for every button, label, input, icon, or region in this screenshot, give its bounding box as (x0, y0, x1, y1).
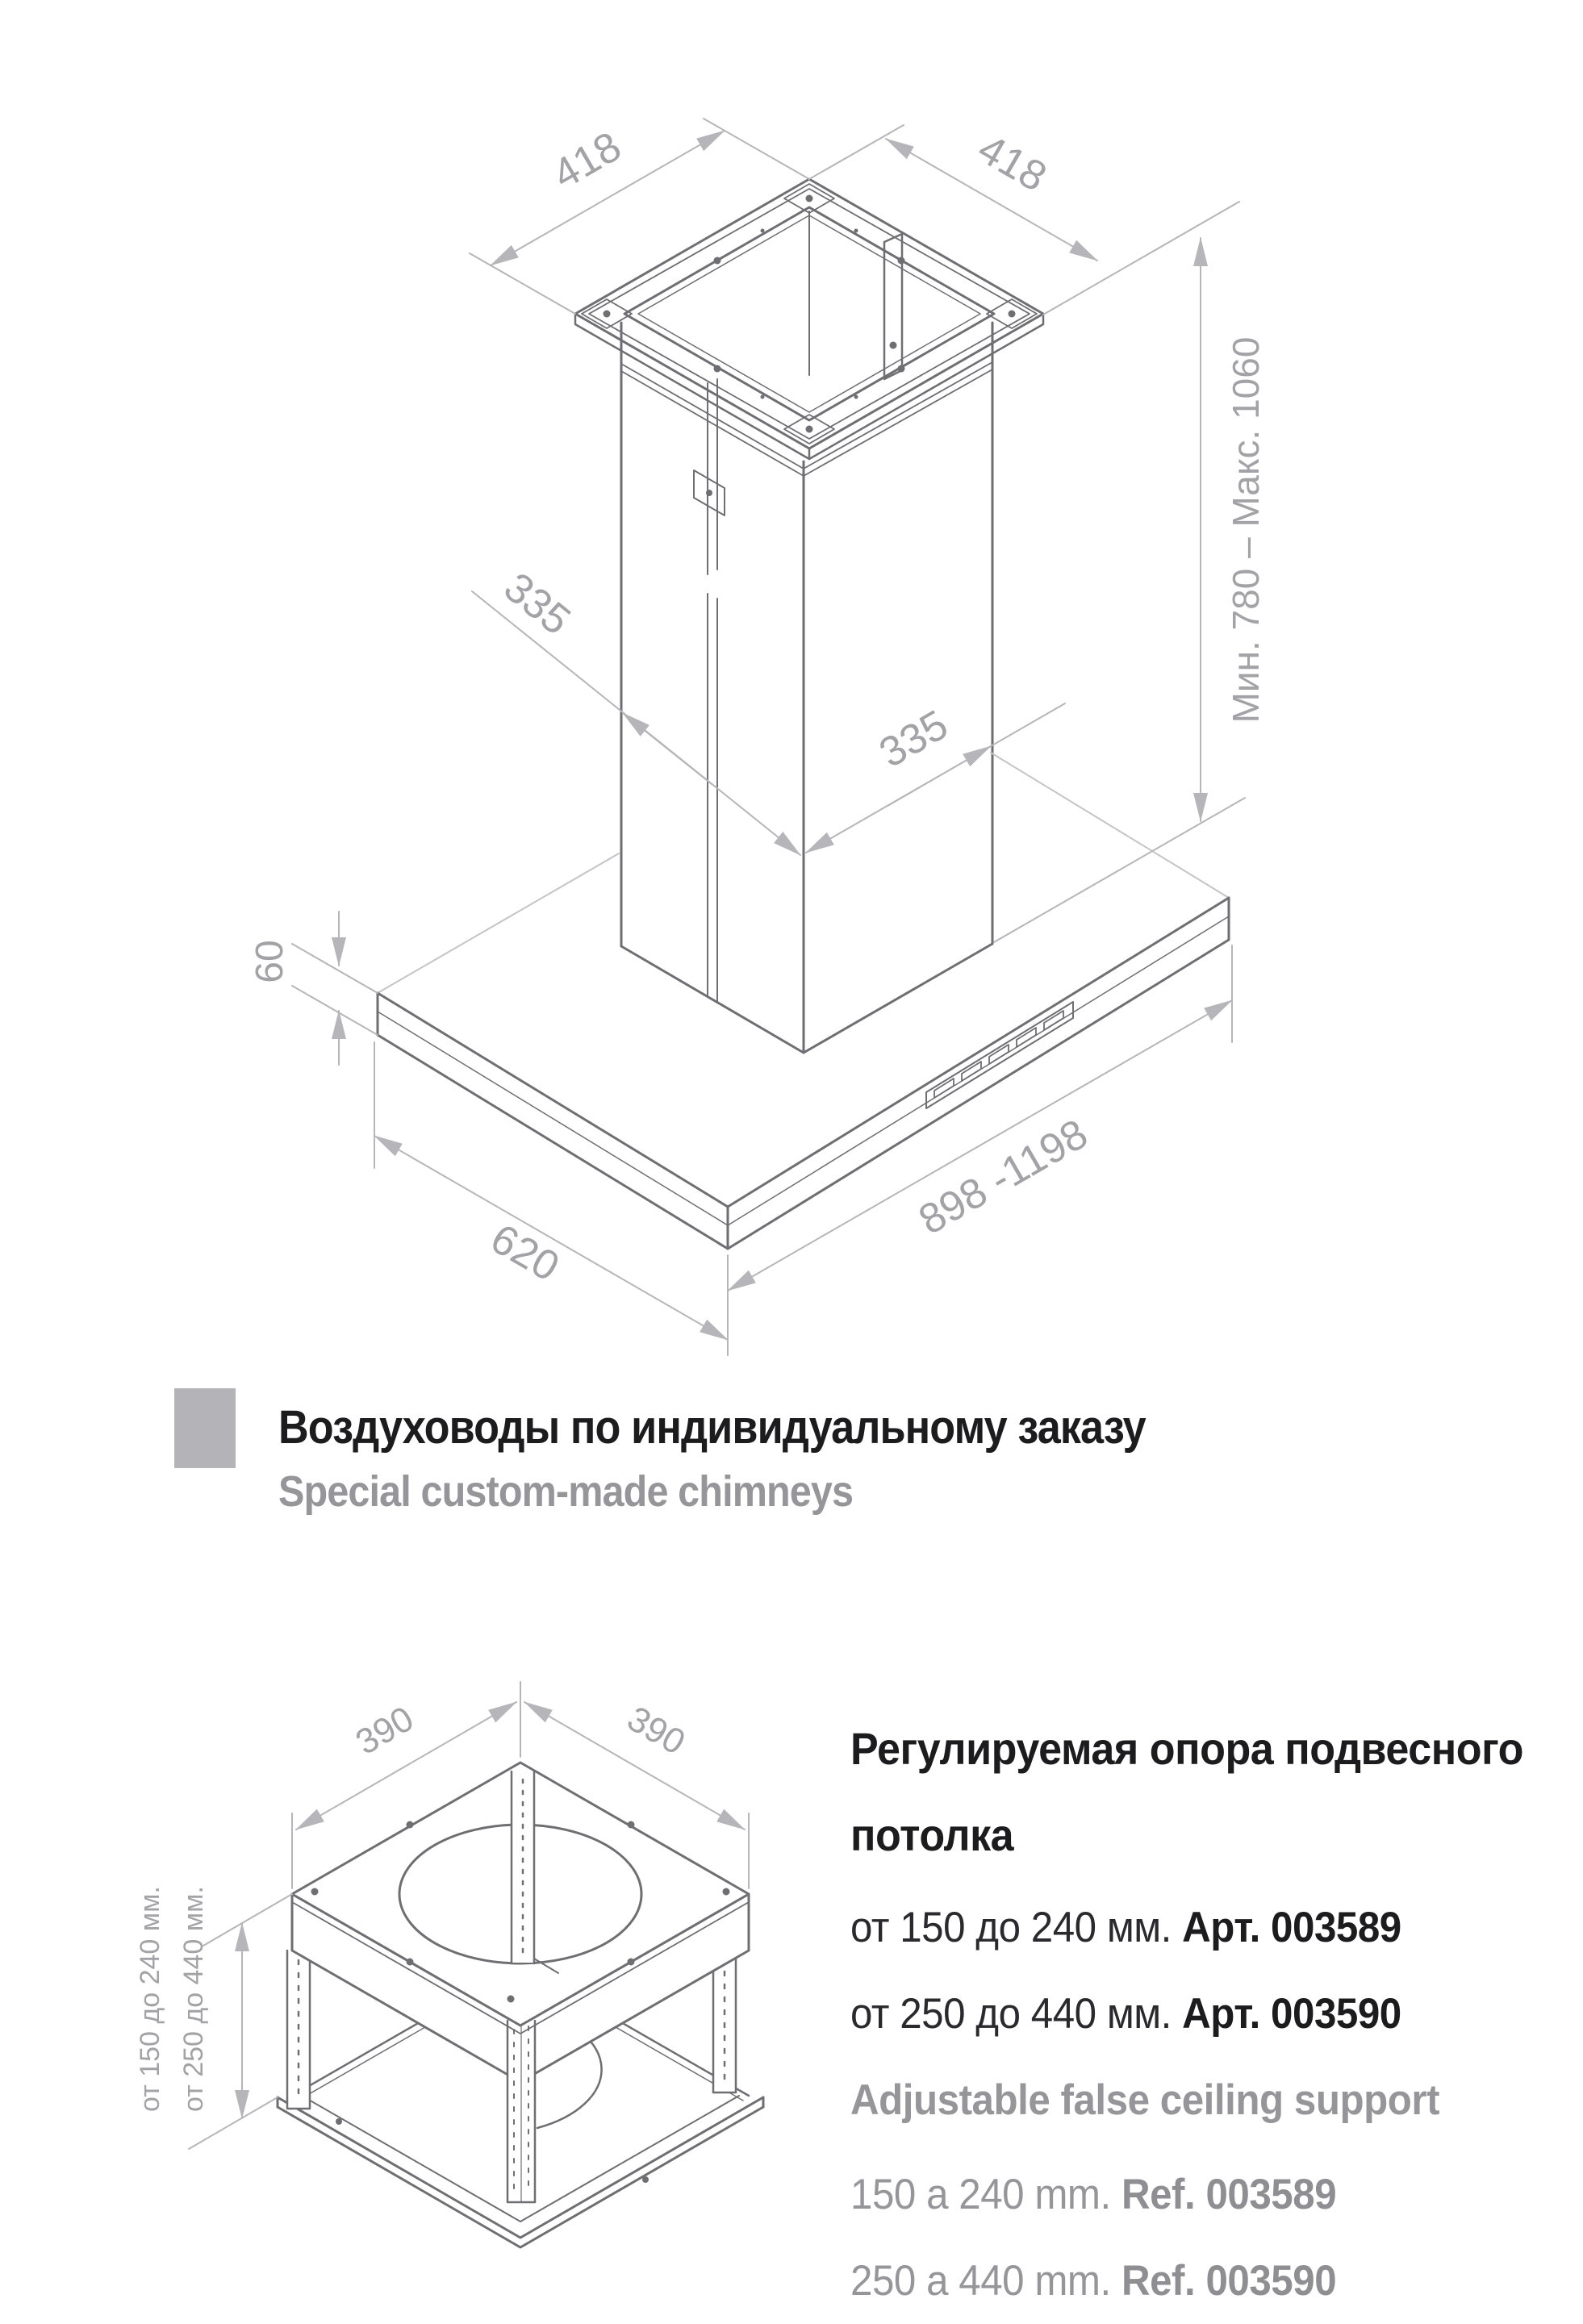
dim-label-60: 60 (249, 940, 291, 983)
dim-label-390-left: 390 (349, 1698, 420, 1763)
control-panel (926, 1002, 1073, 1108)
chimney-note-title-en: Special custom-made chimneys (278, 1467, 854, 1516)
gray-swatch (174, 1388, 236, 1468)
support-ru-item2 (850, 1971, 1523, 2057)
dim-label-range-1: от 150 до 240 мм. (135, 1886, 165, 2112)
dim-label-620: 620 (482, 1215, 567, 1291)
en-item2-ref: Ref. 003590 (1121, 2257, 1337, 2305)
ru-item2-text: от 250 до 440 мм. (850, 1990, 1183, 2038)
support-en-item1 (850, 2151, 1523, 2238)
dim-label-335-left: 335 (495, 563, 579, 645)
dim-label-range-2: от 250 до 440 мм. (178, 1886, 209, 2112)
dim-label-height-range: Мин. 780 – Макс. 1060 (1225, 336, 1267, 724)
support-note (850, 1705, 1523, 2324)
ru-item2-ref: Арт. 003590 (1182, 1990, 1401, 2038)
en-item2-text: 250 a 440 mm. (850, 2257, 1121, 2305)
dim-label-335-right: 335 (871, 701, 956, 778)
dim-label-390-right: 390 (620, 1698, 692, 1763)
chimney-note-title-ru: Воздуховоды по индивидуальному заказу (278, 1401, 1146, 1454)
support-title-ru-line1: Регулируемая опора подвесного (850, 1723, 1523, 1774)
support-title-en: Adjustable false ceiling support (850, 2076, 1440, 2124)
dim-label-width: 898 -1198 (911, 1110, 1096, 1244)
ru-item1-ref: Арт. 003589 (1182, 1904, 1401, 1951)
support-front-post (507, 2021, 535, 2203)
ceiling-flange-frame (575, 179, 1043, 459)
hood-back-edge-left (378, 853, 619, 993)
ru-item1-text: от 150 до 240 мм. (850, 1904, 1183, 1951)
en-item1-text: 150 a 240 mm. (850, 2171, 1121, 2218)
dim-label-418-right: 418 (970, 125, 1055, 202)
ceiling-support-drawing (135, 1682, 763, 2247)
island-hood-drawing (249, 119, 1267, 1355)
support-title-ru-line2: потолка (850, 1809, 1014, 1860)
dim-label-418-left: 418 (545, 123, 629, 199)
en-item1-ref: Ref. 003589 (1121, 2171, 1337, 2218)
support-en-item2 (850, 2238, 1523, 2324)
support-ru-item1 (850, 1884, 1523, 1971)
